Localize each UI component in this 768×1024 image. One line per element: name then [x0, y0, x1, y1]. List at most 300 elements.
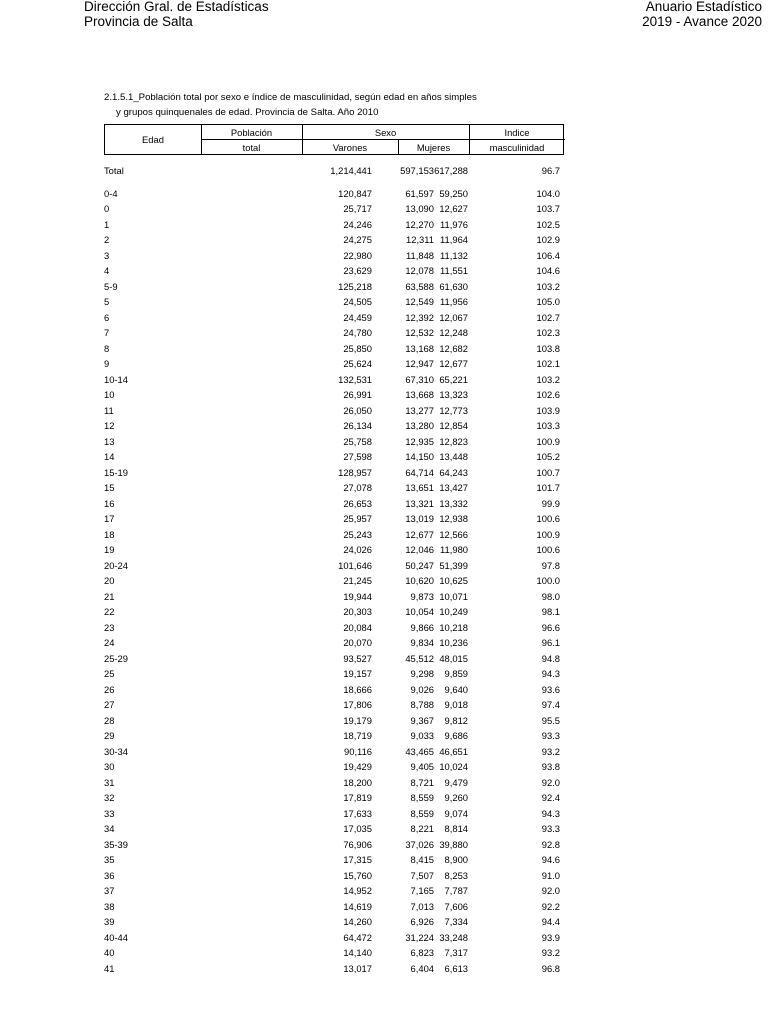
cell-edad: 14 [104, 451, 115, 462]
table-row [104, 248, 564, 264]
cell-varones: 13,277 [405, 404, 434, 416]
cell-total: 26,991 [343, 389, 372, 400]
cell-varones: 9,866 [410, 621, 434, 633]
cell-total: 25,957 [343, 513, 372, 524]
cell-varones: 13,668 [405, 389, 434, 400]
cell-edad: 26 [104, 683, 115, 695]
cell-indice: 100.9 [536, 528, 560, 540]
cell-edad: 7 [104, 327, 110, 338]
cell-mujeres: 12,677 [439, 358, 468, 369]
cell-mujeres: 13,448 [439, 451, 468, 462]
table-row [104, 806, 564, 822]
table-row [104, 341, 564, 357]
table-row [104, 217, 564, 233]
cell-total: 64,472 [343, 931, 372, 943]
cell-mujeres: 7,317 [444, 947, 468, 958]
cell-edad: 13 [104, 435, 115, 447]
cell-edad: 34 [104, 823, 115, 834]
cell-varones: 12,947 [405, 358, 434, 369]
cell-mujeres: 9,686 [444, 730, 468, 741]
cell-mujeres: 7,606 [444, 900, 468, 912]
cell-edad: 27 [104, 699, 115, 710]
table-title-line2: y grupos quinquenales de edad. Provincia de Salta. Año 2010 [116, 107, 379, 118]
table-row [104, 263, 564, 279]
cell-mujeres: 9,640 [444, 683, 468, 695]
cell-edad: 3 [104, 249, 110, 261]
cell-indice: 102.5 [536, 218, 560, 230]
cell-edad: 40-44 [104, 931, 128, 943]
cell-edad: 30-34 [104, 745, 128, 757]
cell-mujeres: 8,253 [444, 869, 468, 881]
cell-varones: 10,620 [405, 575, 434, 586]
cell-total: 14,140 [343, 947, 372, 958]
yearbook-edition: 2019 - Avance 2020 [642, 13, 762, 29]
cell-total: 24,780 [343, 327, 372, 338]
cell-mujeres: 10,218 [439, 621, 468, 633]
cell-edad: 31 [104, 776, 115, 788]
cell-total: 17,806 [343, 699, 372, 710]
table-body [104, 163, 564, 976]
table-row [104, 294, 564, 310]
cell-varones: 6,823 [410, 947, 434, 958]
cell-edad: 35 [104, 854, 115, 865]
col-mujeres: Mujeres [416, 141, 451, 153]
cell-indice: 100.9 [536, 435, 560, 447]
cell-mujeres: 59,250 [439, 187, 468, 199]
cell-edad: 5 [104, 296, 110, 307]
cell-edad: 5-9 [104, 280, 118, 292]
cell-edad: 33 [104, 807, 115, 819]
cell-mujeres: 10,236 [439, 637, 468, 648]
cell-varones: 11,848 [406, 249, 434, 261]
cell-indice: 97.4 [541, 699, 560, 710]
cell-total: 26,050 [343, 404, 372, 416]
cell-varones: 13,168 [405, 342, 434, 354]
cell-mujeres: 10,249 [439, 606, 468, 617]
cell-varones: 7,165 [410, 885, 434, 896]
cell-mujeres: 12,566 [439, 528, 468, 540]
table-row [104, 790, 564, 806]
cell-total: 128,957 [338, 466, 372, 478]
cell-mujeres: 7,334 [444, 916, 468, 927]
col-poblacion: Población [230, 126, 273, 138]
cell-edad: 21 [104, 590, 115, 602]
cell-indice: 93.8 [541, 761, 560, 772]
cell-varones: 37,026 [405, 838, 434, 850]
table-row [104, 868, 564, 884]
table-row [104, 961, 564, 977]
cell-varones: 14,150 [405, 451, 434, 462]
cell-indice: 98.1 [541, 606, 560, 617]
cell-varones: 8,221 [410, 823, 434, 834]
cell-mujeres: 48,015 [439, 652, 468, 664]
table-row [104, 744, 564, 760]
table-row [104, 759, 564, 775]
cell-indice: 103.8 [536, 342, 560, 354]
cell-edad: 24 [104, 637, 115, 648]
cell-indice: 98.0 [541, 590, 560, 602]
cell-indice: 100.7 [536, 466, 560, 478]
table-row [104, 310, 564, 326]
cell-total: 120,847 [338, 187, 372, 199]
table-row [104, 480, 564, 496]
cell-total: 125,218 [338, 280, 372, 292]
table-row [104, 883, 564, 899]
cell-indice: 96.8 [541, 962, 560, 974]
cell-edad: 17 [104, 513, 115, 524]
cell-edad: 18 [104, 528, 115, 540]
cell-total: 24,026 [343, 544, 372, 555]
cell-indice: 94.8 [541, 652, 560, 664]
cell-indice: 102.3 [536, 327, 560, 338]
cell-varones: 12,935 [405, 435, 434, 447]
cell-total: 21,245 [343, 575, 372, 586]
cell-total: 15,760 [343, 869, 372, 881]
table-row [104, 930, 564, 946]
cell-total: 24,246 [343, 218, 372, 230]
cell-varones: 8,788 [410, 699, 434, 710]
cell-total: 22,980 [343, 249, 372, 261]
cell-edad: 36 [104, 869, 115, 881]
yearbook-title: Anuario Estadístico [645, 0, 762, 14]
cell-total: 14,619 [343, 900, 372, 912]
cell-edad: 20-24 [104, 559, 128, 571]
cell-total: 27,598 [343, 451, 372, 462]
cell-total: 25,717 [343, 203, 372, 214]
cell-indice: 105.0 [536, 296, 560, 307]
col-edad: Edad [142, 134, 164, 145]
cell-varones: 13,651 [405, 482, 434, 493]
cell-varones: 8,721 [410, 776, 434, 788]
table-row [104, 201, 564, 217]
cell-indice: 92.0 [541, 885, 560, 896]
cell-indice: 96.7 [541, 165, 560, 176]
cell-edad: 8 [104, 342, 110, 354]
cell-indice: 93.2 [541, 947, 560, 958]
cell-total: 90,116 [344, 745, 372, 757]
cell-indice: 97.8 [541, 559, 560, 571]
table-row [104, 496, 564, 512]
cell-varones: 6,926 [410, 916, 434, 927]
cell-indice: 93.3 [541, 823, 560, 834]
cell-varones: 597,153 [400, 165, 434, 176]
cell-total: 26,653 [343, 497, 372, 509]
col-poblacion-sub: total [242, 141, 261, 153]
cell-edad: 35-39 [104, 838, 128, 850]
cell-edad: 28 [104, 714, 115, 726]
cell-mujeres: 10,071 [439, 590, 468, 602]
cell-total: 18,666 [343, 683, 372, 695]
cell-mujeres: 8,814 [444, 823, 468, 834]
cell-varones: 8,559 [410, 807, 434, 819]
cell-indice: 91.0 [541, 869, 560, 881]
cell-edad: 23 [104, 621, 115, 633]
table-row [104, 558, 564, 574]
cell-indice: 101.7 [536, 482, 560, 493]
cell-total: 20,070 [343, 637, 372, 648]
cell-edad: 6 [104, 311, 110, 323]
cell-varones: 9,405 [410, 761, 434, 772]
cell-edad: 39 [104, 916, 115, 927]
cell-mujeres: 64,243 [439, 466, 468, 478]
cell-total: 24,275 [343, 234, 372, 245]
cell-mujeres: 61,630 [439, 280, 468, 292]
cell-mujeres: 39,880 [439, 838, 468, 850]
cell-indice: 95.5 [541, 714, 560, 726]
cell-mujeres: 9,018 [444, 699, 468, 710]
table-title [104, 90, 477, 120]
cell-total: 23,629 [343, 265, 372, 276]
table-row [104, 163, 564, 179]
cell-mujeres: 11,956 [440, 296, 468, 307]
cell-total: 1,214,441 [330, 165, 372, 176]
cell-total: 76,906 [343, 838, 372, 850]
cell-mujeres: 9,859 [444, 668, 468, 679]
cell-edad: 32 [104, 792, 115, 803]
table-row [104, 434, 564, 450]
cell-indice: 103.2 [536, 373, 560, 385]
cell-indice: 92.4 [541, 792, 560, 803]
cell-indice: 100.6 [536, 544, 560, 555]
cell-indice: 99.9 [541, 497, 560, 509]
cell-indice: 102.6 [536, 389, 560, 400]
cell-indice: 103.9 [536, 404, 560, 416]
col-varones: Varones [332, 141, 368, 153]
cell-edad: 30 [104, 761, 115, 772]
cell-total: 24,505 [343, 296, 372, 307]
cell-varones: 9,026 [410, 683, 434, 695]
cell-total: 14,260 [343, 916, 372, 927]
cell-indice: 104.6 [536, 265, 560, 276]
cell-edad: 15 [104, 482, 115, 493]
cell-edad: 9 [104, 358, 110, 369]
cell-indice: 94.3 [541, 807, 560, 819]
cell-edad: 29 [104, 730, 115, 741]
cell-mujeres: 46,651 [439, 745, 468, 757]
cell-indice: 100.0 [536, 575, 560, 586]
cell-edad: 12 [104, 420, 115, 431]
table-title-line1: 2.1.5.1_Población total por sexo e índice de masculinidad, según edad en años simples [104, 92, 477, 103]
cell-total: 13,017 [343, 962, 372, 974]
table-row [104, 542, 564, 558]
cell-varones: 12,549 [405, 296, 434, 307]
cell-edad: 16 [104, 497, 115, 509]
cell-total: 25,243 [343, 528, 372, 540]
table-row [104, 728, 564, 744]
table-row [104, 914, 564, 930]
cell-mujeres: 11,551 [440, 265, 468, 276]
cell-mujeres: 9,479 [444, 776, 468, 788]
table-row [104, 651, 564, 667]
table-row [104, 511, 564, 527]
cell-varones: 9,834 [410, 637, 434, 648]
cell-varones: 13,090 [405, 203, 434, 214]
cell-mujeres: 12,773 [439, 404, 468, 416]
cell-edad: 0-4 [104, 187, 118, 199]
cell-varones: 6,404 [410, 962, 434, 974]
cell-total: 19,429 [343, 761, 372, 772]
cell-mujeres: 8,900 [444, 854, 468, 865]
cell-indice: 93.9 [541, 931, 560, 943]
cell-total: 14,952 [343, 885, 372, 896]
table-row [104, 465, 564, 481]
cell-varones: 12,078 [405, 265, 434, 276]
cell-total: 25,758 [343, 435, 372, 447]
cell-mujeres: 12,067 [439, 311, 468, 323]
cell-varones: 50,247 [405, 559, 434, 571]
cell-indice: 92.2 [541, 900, 560, 912]
cell-mujeres: 12,682 [439, 342, 468, 354]
cell-indice: 93.3 [541, 730, 560, 741]
table-row [104, 821, 564, 837]
table-row [104, 527, 564, 543]
cell-indice: 102.7 [536, 311, 560, 323]
cell-mujeres: 9,812 [444, 714, 468, 726]
cell-indice: 104.0 [536, 187, 560, 199]
cell-indice: 93.6 [541, 683, 560, 695]
cell-total: 27,078 [343, 482, 372, 493]
cell-indice: 103.7 [536, 203, 560, 214]
cell-total: 19,157 [343, 668, 372, 679]
cell-varones: 8,559 [410, 792, 434, 803]
cell-mujeres: 12,854 [439, 420, 468, 431]
col-indice-sub: masculinidad [489, 141, 545, 153]
table-row [104, 589, 564, 605]
cell-total: 20,084 [343, 621, 372, 633]
cell-varones: 9,298 [410, 668, 434, 679]
cell-indice: 106.4 [536, 249, 560, 261]
cell-indice: 105.2 [536, 451, 560, 462]
table-row [104, 852, 564, 868]
cell-varones: 10,054 [405, 606, 434, 617]
cell-mujeres: 13,427 [439, 482, 468, 493]
cell-edad: 10-14 [104, 373, 128, 385]
cell-indice: 103.3 [536, 420, 560, 431]
cell-total: 93,527 [343, 652, 372, 664]
cell-varones: 63,588 [405, 280, 434, 292]
cell-edad: 41 [104, 962, 115, 974]
cell-indice: 102.1 [536, 358, 560, 369]
cell-total: 18,200 [343, 776, 372, 788]
cell-varones: 12,311 [406, 234, 434, 245]
cell-total: 26,134 [343, 420, 372, 431]
cell-edad: 2 [104, 234, 110, 245]
table-row [104, 620, 564, 636]
header-left [84, 0, 269, 29]
cell-varones: 31,224 [405, 931, 434, 943]
cell-total: 132,531 [338, 373, 372, 385]
table-row [104, 418, 564, 434]
col-sexo: Sexo [374, 126, 397, 138]
cell-total: 101,646 [338, 559, 372, 571]
table-row [104, 403, 564, 419]
cell-indice: 94.4 [541, 916, 560, 927]
cell-edad: Total [104, 165, 124, 176]
cell-mujeres: 12,823 [439, 435, 468, 447]
cell-edad: 25-29 [104, 652, 128, 664]
cell-mujeres: 9,260 [444, 792, 468, 803]
cell-mujeres: 13,323 [439, 389, 468, 400]
cell-indice: 102.9 [536, 234, 560, 245]
cell-varones: 12,392 [405, 311, 434, 323]
cell-total: 24,459 [343, 311, 372, 323]
cell-varones: 43,465 [405, 745, 434, 757]
table-row [104, 604, 564, 620]
cell-edad: 4 [104, 265, 110, 276]
cell-edad: 15-19 [104, 466, 128, 478]
cell-edad: 38 [104, 900, 115, 912]
table-row [104, 325, 564, 341]
cell-mujeres: 12,627 [439, 203, 468, 214]
cell-mujeres: 65,221 [439, 373, 468, 385]
cell-varones: 12,677 [405, 528, 434, 540]
cell-varones: 12,532 [405, 327, 434, 338]
table-row [104, 899, 564, 915]
cell-indice: 100.6 [536, 513, 560, 524]
header-right [642, 0, 762, 29]
table-row [104, 837, 564, 853]
cell-mujeres: 617,288 [434, 165, 468, 176]
cell-varones: 67,310 [405, 373, 434, 385]
cell-total: 17,633 [343, 807, 372, 819]
cell-mujeres: 11,132 [440, 249, 468, 261]
cell-edad: 0 [104, 203, 110, 214]
cell-mujeres: 10,024 [439, 761, 468, 772]
cell-total: 17,819 [343, 792, 372, 803]
table-row [104, 713, 564, 729]
cell-varones: 64,714 [405, 466, 434, 478]
table-row [104, 186, 564, 202]
cell-mujeres: 11,964 [440, 234, 468, 245]
cell-total: 17,035 [343, 823, 372, 834]
cell-mujeres: 11,980 [440, 544, 468, 555]
cell-total: 25,624 [343, 358, 372, 369]
cell-mujeres: 7,787 [444, 885, 468, 896]
cell-mujeres: 11,976 [440, 218, 468, 230]
cell-mujeres: 9,074 [444, 807, 468, 819]
cell-edad: 25 [104, 668, 115, 679]
cell-indice: 92.0 [541, 776, 560, 788]
table-row [104, 697, 564, 713]
province-name: Provincia de Salta [84, 13, 193, 29]
cell-varones: 45,512 [405, 652, 434, 664]
cell-indice: 96.1 [541, 637, 560, 648]
table-row [104, 232, 564, 248]
cell-varones: 12,046 [405, 544, 434, 555]
cell-indice: 103.2 [536, 280, 560, 292]
cell-varones: 9,033 [410, 730, 434, 741]
table-row [104, 682, 564, 698]
cell-total: 25,850 [343, 342, 372, 354]
cell-edad: 22 [104, 606, 115, 617]
cell-varones: 13,280 [405, 420, 434, 431]
cell-edad: 19 [104, 544, 115, 555]
cell-varones: 12,270 [405, 218, 434, 230]
cell-edad: 1 [104, 218, 110, 230]
table-row [104, 945, 564, 961]
cell-mujeres: 6,613 [444, 962, 468, 974]
cell-varones: 8,415 [410, 854, 434, 865]
cell-edad: 20 [104, 575, 115, 586]
cell-varones: 7,507 [410, 869, 434, 881]
cell-mujeres: 10,625 [439, 575, 468, 586]
agency-name: Dirección Gral. de Estadísticas [84, 0, 269, 14]
cell-indice: 92.8 [541, 838, 560, 850]
cell-indice: 94.3 [541, 668, 560, 679]
table-row [104, 449, 564, 465]
table-row [104, 279, 564, 295]
cell-mujeres: 51,399 [439, 559, 468, 571]
